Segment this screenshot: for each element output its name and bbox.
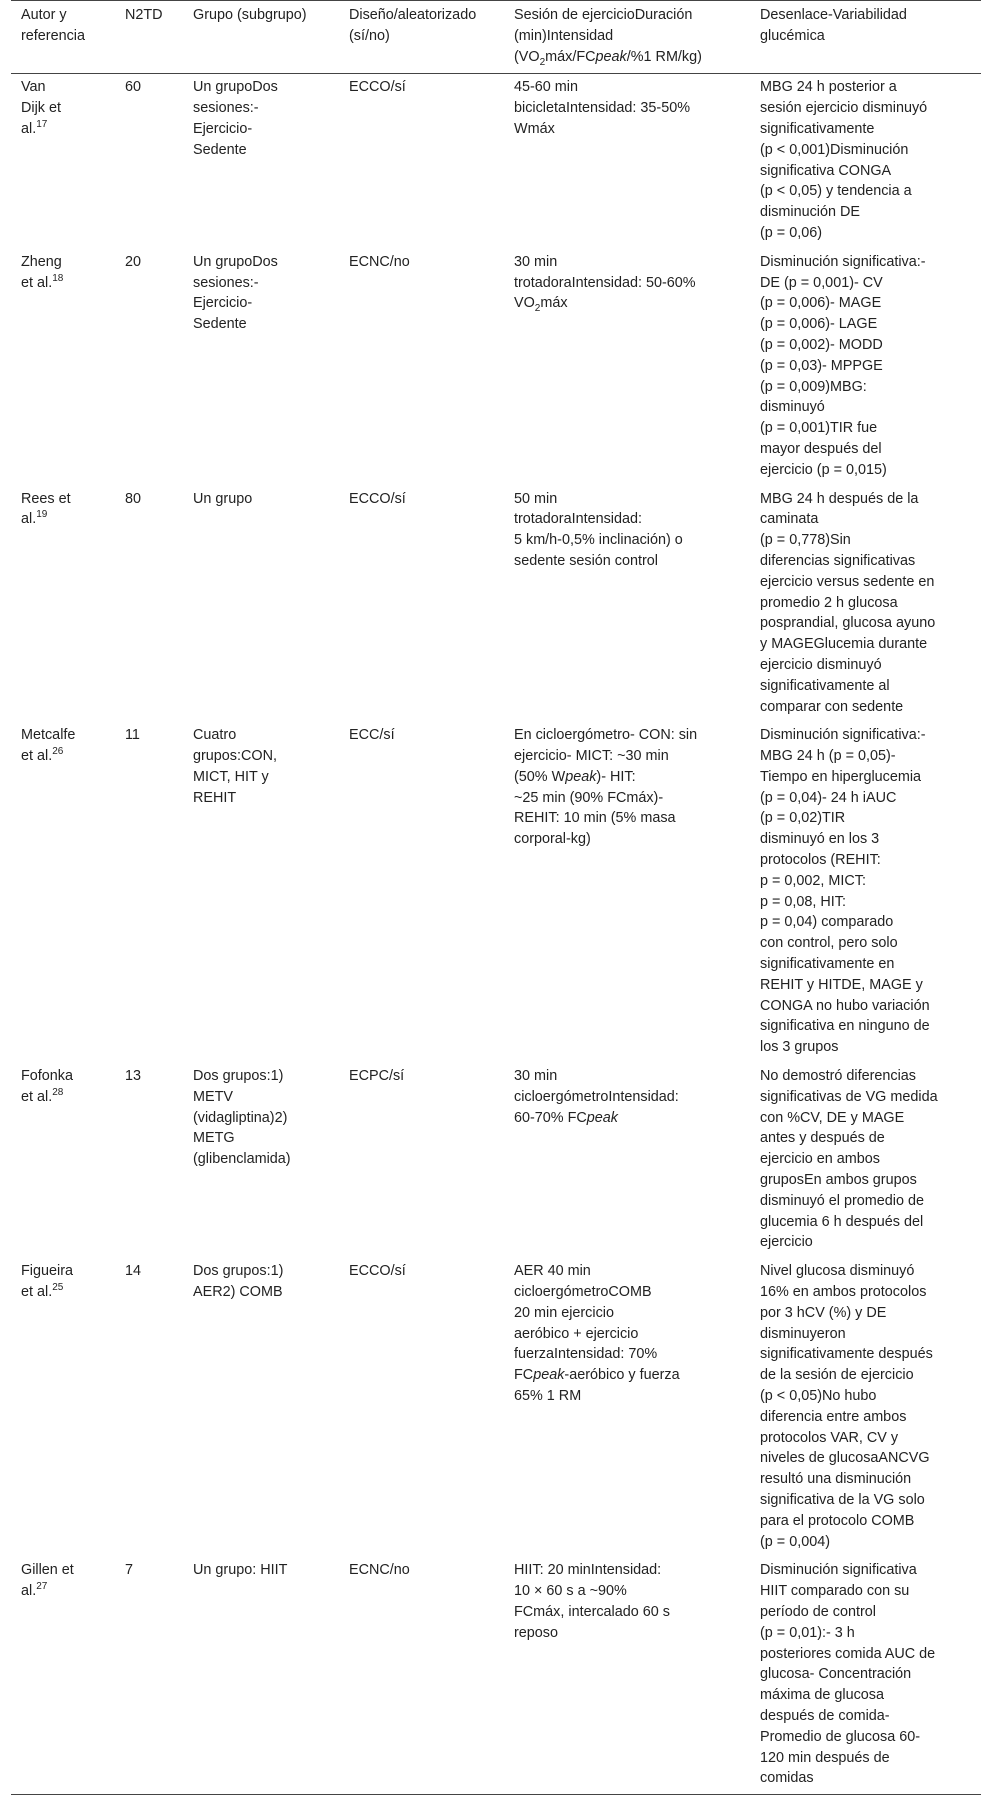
cell-group: Dos grupos:1) METV (vidagliptina)2) METG (glibenclamida) <box>193 1068 291 1168</box>
cell-design: ECC/sí <box>349 727 395 744</box>
cell-design: ECCO/sí <box>349 79 406 96</box>
table-row <box>11 1063 981 1258</box>
cell-n: 80 <box>125 490 142 507</box>
data-table <box>11 0 981 1795</box>
cell-group: Cuatro grupos:CON, MICT, HIT y REHIT <box>193 727 277 806</box>
header-group: Grupo (subgrupo) <box>193 7 307 23</box>
cell-outcome: MBG 24 h posterior a sesión ejercicio disminuyó significativamente (p < 0,001)Disminución significativa CONGA (p < 0,05) y tendencia a disminución DE (p = 0,06) <box>760 79 928 241</box>
cell-author: Gillen et al.$^{27}$ <box>21 1562 74 1600</box>
table-row <box>11 74 981 249</box>
header-design: Diseño/aleatorizado (sí/no) <box>349 7 477 44</box>
cell-n: 13 <box>125 1068 142 1085</box>
table-body <box>11 74 981 1795</box>
cell-session: HIIT: 20 minIntensidad: 10 × 60 s a ~90% FCmáx, intercalado 60 s reposo <box>514 1562 670 1641</box>
cell-outcome: Disminución significativa HIIT comparado con su período de control (p = 0,01):- 3 h posteriores comida AUC de glucosa- Concentración máxima de glucosa después de comida- Promedio de glucosa 60- 120 min después de comidas <box>760 1562 936 1787</box>
cell-n: 14 <box>125 1263 142 1280</box>
cell-outcome: Nivel glucosa disminuyó 16% en ambos protocolos por 3 hCV (%) y DE disminuyeron significativamente después de la sesión de ejercicio (p < 0,05)No hubo diferencia entre ambos protocolos VAR, CV y niveles de glucosaANCVG resultó una disminución significativa de la VG solo para el protocolo COMB (p = 0,004) <box>760 1263 933 1550</box>
cell-outcome: Disminución significativa:- DE (p = 0,001)- CV (p = 0,006)- MAGE (p = 0,006)- LAGE (p = 0,002)- MODD (p = 0,03)- MPPGE (p = 0,009)MBG: disminuyó (p = 0,001)TIR fue mayor después del ejercicio (p = 0,015) <box>760 253 926 478</box>
cell-group: Un grupoDos sesiones:- Ejercicio- Sedente <box>193 79 278 158</box>
cell-author: Figueira et al.$^{25}$ <box>21 1263 73 1301</box>
cell-outcome: Disminución significativa:- MBG 24 h (p = 0,05)- Tiempo en hiperglucemia (p = 0,04)- 24 h iAUC (p = 0,02)TIR disminuyó en los 3 protocolos (REHIT: p = 0,002, MICT: p = 0,08, HIT: p = 0,04) comparado con control, pero solo significativamente en REHIT y HITDE, MAGE y CONGA no hubo variación significativa en ninguno de los 3 grupos <box>760 727 930 1056</box>
table-row <box>11 722 981 1063</box>
cell-session: 45-60 min bicicletaIntensidad: 35-50% Wmáx <box>514 79 690 137</box>
cell-design: ECNC/no <box>349 253 410 270</box>
cell-author: Fofonka et al.$^{28}$ <box>21 1068 73 1105</box>
cell-session: En cicloergómetro- CON: sin ejercicio- MICT: ~30 min (50% Wpeak)- HIT: ~25 min (90% FCmáx)- REHIT: 10 min (5% masa corporal-kg) <box>514 727 698 848</box>
cell-design: ECCO/sí <box>349 1263 406 1280</box>
header-n2td: N2TD <box>125 7 163 23</box>
cell-group: Un grupoDos sesiones:- Ejercicio- Sedente <box>193 253 278 333</box>
cell-n: 7 <box>125 1562 134 1579</box>
cell-group: Un grupo: HIIT <box>193 1562 288 1579</box>
cell-group: Un grupo <box>193 490 253 507</box>
cell-n: 20 <box>125 253 142 270</box>
cell-design: ECCO/sí <box>349 490 406 507</box>
table-header <box>11 1 981 74</box>
header-session: Sesión de ejercicioDuración (min)Intensidad ($VO_2máx/FCpeak/\%1$ RM/kg) <box>514 7 702 68</box>
cell-design: ECPC/sí <box>349 1068 405 1085</box>
cell-session: 30 min trotadoraIntensidad: 50-60% $VO_2máx$ <box>514 253 696 315</box>
cell-design: ECNC/no <box>349 1562 410 1579</box>
cell-outcome: MBG 24 h después de la caminata (p = 0,778)Sin diferencias significativas ejercicio versus sedente en promedio 2 h glucosa posprandial, glucosa ayuno y MAGEGlucemia durante ejercicio disminuyó significativamente al comparar con sedente <box>760 490 936 715</box>
cell-author: Van Dijk et al.$^{17}$ <box>21 79 61 137</box>
cell-group: Dos grupos:1) AER2) COMB <box>193 1263 284 1301</box>
table-row <box>11 486 981 723</box>
cell-session: AER 40 min cicloergómetroCOMB 20 min ejercicio aeróbico + ejercicio fuerzaIntensidad: 70% FCpeak-aeróbico y fuerza 65% 1 RM <box>514 1263 680 1404</box>
cell-n: 60 <box>125 79 142 96</box>
table-row <box>11 1258 981 1557</box>
header-author: Autor y referencia <box>21 7 85 44</box>
cell-session: 30 min cicloergómetroIntensidad: 60-70% FCpeak <box>514 1068 679 1126</box>
table-row <box>11 1557 981 1794</box>
cell-author: Zheng et al.$^{18}$ <box>21 253 64 291</box>
header-row <box>11 1 981 74</box>
cell-author: Metcalfe et al.$^{26}$ <box>21 727 76 765</box>
cell-n: 11 <box>125 727 140 744</box>
cell-author: Rees et al.$^{19}$ <box>21 490 71 528</box>
cell-outcome: No demostró diferencias significativas de VG medida con %CV, DE y MAGE antes y después de ejercicio en ambos gruposEn ambos grupos disminuyó el promedio de glucemia 6 h después del ejercicio <box>760 1068 938 1251</box>
cell-session: 50 min trotadoraIntensidad: 5 km/h-0,5% inclinación) o sedente sesión control <box>514 490 683 569</box>
table-row <box>11 249 981 486</box>
header-outcome: Desenlace-Variabilidad glucémica <box>760 7 907 44</box>
